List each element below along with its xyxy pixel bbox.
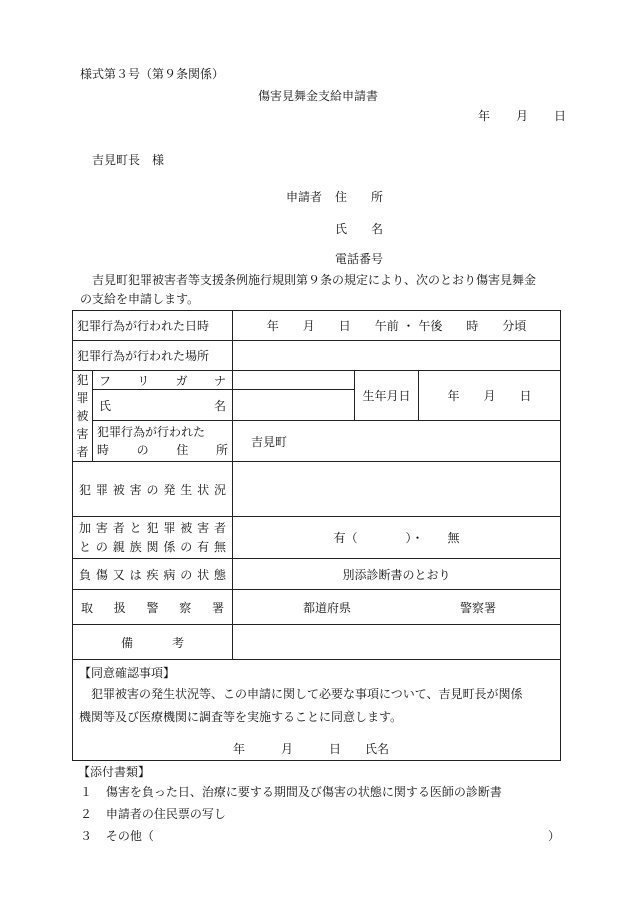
attachment-text: 申請者の住民票の写し [105, 807, 226, 821]
applicant-prefix: 申請者 [286, 190, 323, 204]
furigana-label-cell [93, 371, 233, 390]
attachment-other-close: ） [548, 829, 561, 843]
victim-name-field[interactable] [233, 390, 355, 421]
date-month: 月 [515, 109, 528, 123]
crime-place-label: 犯罪行為が行われた場所 [73, 341, 233, 371]
date-line [478, 107, 566, 124]
row-damage-status [73, 462, 561, 517]
row-furigana [73, 371, 561, 390]
remarks-field[interactable] [233, 625, 561, 660]
attachments-heading: 【添付書類】 [78, 765, 151, 779]
document-title: 傷害見舞金支給申請書 [258, 89, 379, 103]
applicant-address-label: 住 所 [335, 190, 384, 204]
damage-status-field[interactable] [233, 462, 561, 517]
police-station: 警察署 [460, 600, 497, 615]
row-address-at-crime [73, 421, 561, 462]
date-year: 年 [478, 109, 491, 123]
attachment-item-1 [80, 783, 502, 800]
application-table [72, 310, 561, 761]
crime-datetime-label: 犯罪行為が行われた日時 [73, 311, 233, 341]
crime-datetime-field[interactable]: 年 月 日 午前 ・ 午後 時 分頃 [233, 311, 561, 341]
police-prefecture: 都道府県 [303, 600, 352, 615]
row-crime-place [73, 341, 561, 371]
applicant-phone-label: 電話番号 [335, 252, 384, 266]
furigana-field[interactable] [233, 371, 355, 390]
victim-group-label: 犯 罪 被 害 者 [73, 371, 93, 462]
attachment-item-2 [80, 805, 226, 822]
police-label-cell: 取 扱 警 察 署 [73, 590, 233, 625]
applicant-name-label: 氏 名 [335, 222, 384, 236]
address-at-crime-label: 犯罪行為が行われた 時 の 住 所 [93, 421, 233, 462]
relation-field[interactable]: 有（ ）・ 無 [233, 517, 561, 559]
attachment-text: 傷害を負った日、治療に要する期間及び傷害の状態に関する医師の診断書 [105, 785, 502, 799]
consent-heading: 【同意確認事項】 [79, 666, 176, 680]
row-police [73, 590, 561, 625]
birth-field[interactable]: 年 月 日 [419, 371, 561, 421]
police-field[interactable] [233, 590, 561, 625]
address-at-crime-field[interactable]: 吉見町 [233, 421, 561, 462]
crime-place-field[interactable] [233, 341, 561, 371]
form-number: 様式第３号（第９条関係） [80, 67, 225, 81]
intro-line-2: の支給を申請します。 [80, 292, 200, 306]
birth-label: 生年月日 [355, 371, 419, 421]
consent-text-1: 犯罪被害の発生状況等、この申請に関して必要な事項について、吉見町長が関係 [91, 687, 523, 701]
consent-signature-line[interactable]: 年 月 日 氏名 [233, 742, 390, 756]
attachment-text: その他（ [105, 829, 154, 843]
row-relation [73, 517, 561, 559]
damage-status-label: 犯 罪 被 害 の 発 生 状 況 [79, 482, 227, 497]
row-injury [73, 559, 561, 590]
attachment-item-3 [80, 827, 154, 844]
furigana-label: フ リ ガ ナ [99, 373, 226, 388]
injury-field: 別添診断書のとおり [233, 559, 561, 590]
injury-label-cell: 負 傷 又 は 疾 病 の 状 態 [73, 559, 233, 590]
victim-name-label: 氏 名 [99, 398, 227, 413]
date-day: 日 [553, 109, 566, 123]
attachment-num: ３ [80, 829, 93, 843]
intro-line-1: 吉見町犯罪被害者等支援条例施行規則第９条の規定により、次のとおり傷害見舞金 [92, 273, 537, 287]
consent-section [73, 660, 561, 761]
row-consent [73, 660, 561, 761]
row-crime-datetime [73, 311, 561, 341]
attachment-num: １ [80, 785, 93, 799]
victim-name-label-cell [93, 390, 233, 421]
remarks-label-cell: 備 考 [73, 625, 233, 660]
row-remarks [73, 625, 561, 660]
attachment-num: ２ [80, 807, 93, 821]
consent-text-2: 機関等及び医療機関に調査等を実施することに同意します。 [79, 710, 403, 724]
damage-status-label-cell [73, 462, 233, 517]
addressee: 吉見町長 様 [92, 153, 165, 167]
relation-label-cell: 加 害 者 と 犯 罪 被 害 者 と の 親 族 関 係 の 有 無 [73, 517, 233, 559]
